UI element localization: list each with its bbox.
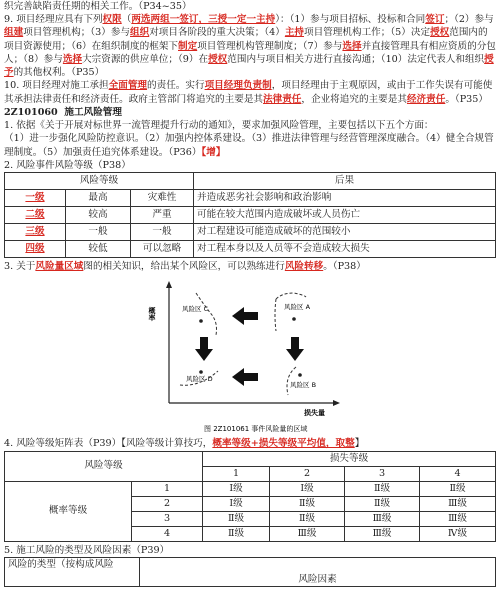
matrix-col-head: 4 — [420, 466, 496, 481]
impact-cell: 可以忽略 — [131, 241, 194, 258]
risk-type-table — [4, 557, 496, 587]
likelihood-cell: 较高 — [66, 207, 131, 224]
text: ，项目经理由于主观原因，或由于工作失误有可能使其承担法律责任和经济责任。政府主管部门将追究的主要是其 — [4, 80, 493, 105]
matrix-cell: Ⅱ级 — [203, 526, 270, 541]
text: 大宗资源的供应单位；（9）在 — [82, 53, 209, 65]
risk-matrix-table — [4, 451, 496, 542]
text: 图的相关知识，给出某个风险区，可以熟练进行 — [83, 261, 285, 273]
text: 3. 关于 — [4, 261, 36, 273]
matrix-head-loss: 损失等级 — [203, 451, 496, 466]
x-axis-arrow — [333, 400, 340, 406]
paragraph-9 — [4, 13, 496, 79]
matrix-cell: Ⅲ级 — [345, 511, 420, 526]
x-axis-label: 损失量 — [304, 409, 325, 418]
matrix-head-level: 风险等级 — [5, 451, 203, 481]
impact-cell: 一般 — [131, 224, 194, 241]
text: 并直接管理具有相应资质的分包人；（8）参与 — [4, 40, 496, 65]
keyword: 授权 — [208, 53, 228, 65]
arrow-a-to-c-icon — [232, 307, 258, 325]
text: （1）进一步强化风险防控意识。（2）加强内控体系建设。（3）推进法律管理与经营管理深度融合。（4）健全合规管理制度。（5）加强责任追究体系建设。（P36） — [4, 133, 494, 158]
keyword: 风险量区域 — [35, 261, 84, 273]
keyword: 选择 — [62, 53, 83, 65]
y-axis-arrow — [166, 281, 172, 288]
text: ）：（1）参与项目招标、投标和合同 — [275, 14, 426, 26]
table-row — [5, 190, 496, 207]
risk-level-cell: 二级 — [5, 207, 66, 224]
keyword: 主持 — [284, 27, 305, 39]
text: 的责任。实行 — [147, 80, 205, 92]
impact-cell: 严重 — [131, 207, 194, 224]
text: 项目管理机构工作；（5）决定 — [304, 27, 431, 39]
matrix-cell: Ⅰ级 — [270, 481, 345, 496]
zone-d-point — [199, 370, 203, 374]
text: 项目管理机构管理制度；（7）参与 — [197, 40, 343, 52]
result-cell: 对工程本身以及人员等不会造成较大损失 — [194, 241, 496, 258]
matrix-cell: Ⅱ级 — [345, 496, 420, 511]
text: 】 — [354, 438, 365, 450]
probability-cell: 3 — [132, 511, 203, 526]
new-tag: 【增】 — [201, 146, 226, 158]
matrix-cell: Ⅲ级 — [270, 526, 345, 541]
text: 范围内的项目资源使用；（6）在组织制度的框架下 — [4, 27, 488, 52]
text: 10. 项目经理对施工承担 — [4, 80, 109, 92]
text: 范围内与项目相关方进行直接沟通；（10）法定代表人和组织 — [227, 53, 485, 65]
likelihood-cell: 较低 — [66, 241, 131, 258]
keyword: 项目经理负责制 — [204, 80, 272, 92]
text: 对项目各阶段的重大决策；（4） — [149, 27, 285, 39]
keyword: 概率等级+损失等级平均值，取整 — [212, 438, 355, 450]
y-axis-label: 概率 — [148, 307, 156, 322]
section-heading — [4, 106, 496, 119]
probability-cell: 1 — [132, 481, 203, 496]
matrix-cell: Ⅱ级 — [203, 511, 270, 526]
keyword: 全面管理 — [108, 80, 148, 92]
header-result: 后果 — [194, 173, 496, 190]
keyword: 两选两组一签订，三授一定一主持 — [131, 14, 276, 26]
likelihood-cell: 一般 — [66, 224, 131, 241]
risk-zone-diagram — [4, 275, 496, 435]
section-code: 2Z101060 — [4, 106, 58, 118]
risk-level-cell: 一级 — [5, 190, 66, 207]
matrix-cell: Ⅲ级 — [420, 496, 496, 511]
zone-c-label: 风险区 C — [182, 305, 209, 314]
table-row — [5, 224, 496, 241]
risk-zone-svg — [4, 275, 496, 435]
text: 4. 风险等级矩阵表（P39）【风险等级计算技巧， — [4, 438, 213, 450]
matrix-header-row-1 — [5, 451, 496, 466]
zone-c-point — [199, 319, 203, 323]
keyword: 权限 — [102, 14, 122, 26]
risk-level-cell: 四级 — [5, 241, 66, 258]
matrix-cell: Ⅳ级 — [420, 526, 496, 541]
matrix-row-head: 概率等级 — [5, 481, 132, 541]
arrow-b-to-d-icon — [232, 368, 258, 386]
keyword: 签订 — [425, 14, 445, 26]
paragraph-10 — [4, 79, 496, 105]
item-5-title: 5. 施工风险的类型及风险因素（P39） — [4, 544, 170, 556]
text: 项目管理机构；（3）参与 — [23, 27, 131, 39]
keyword: 组建 — [4, 27, 24, 39]
probability-cell: 2 — [132, 496, 203, 511]
text: 。（P38） — [323, 261, 366, 273]
matrix-cell: Ⅰ级 — [203, 496, 270, 511]
text: 。（P35） — [445, 93, 488, 105]
matrix-col-head: 3 — [345, 466, 420, 481]
keyword: 制定 — [178, 40, 198, 52]
impact-cell: 灾难性 — [131, 190, 194, 207]
keyword: 授予 — [4, 53, 494, 79]
result-cell: 并造成恶劣社会影响和政治影响 — [194, 190, 496, 207]
matrix-col-head: 2 — [270, 466, 345, 481]
keyword: 选择 — [342, 40, 362, 52]
zone-c-boundary — [196, 293, 217, 335]
item-4 — [4, 437, 496, 450]
top-line: 织完善缺陷责任期的相关工作。（P34~35） — [4, 1, 192, 12]
matrix-col-head: 1 — [203, 466, 270, 481]
table-header-row — [5, 173, 496, 190]
zone-a-boundary-2 — [275, 299, 276, 331]
result-cell: 可能在较大范围内造成破坏或人员伤亡 — [194, 207, 496, 224]
matrix-cell: Ⅱ级 — [270, 496, 345, 511]
item-1-line-1: 1. 依据《关于开展对标世界一流管理提升行动的通知》，要求加强风险管理，主要包括以下五个方面： — [4, 120, 434, 132]
keyword: 经济责任 — [406, 93, 446, 105]
type-head-factor: 风险因素 — [140, 557, 496, 586]
text: （ — [121, 14, 132, 26]
matrix-cell: Ⅱ级 — [345, 481, 420, 496]
diagram-caption: 图 2Z101061 事件风险量的区域 — [204, 425, 308, 434]
risk-level-table — [4, 172, 496, 258]
table-row — [5, 207, 496, 224]
zone-a-point — [292, 317, 296, 321]
text: ，企业将追究的主要是其 — [301, 93, 407, 105]
text: 9. 项目经理应具有下列 — [4, 14, 103, 26]
zone-a-label: 风险区 A — [284, 303, 311, 312]
item-3 — [4, 260, 496, 273]
matrix-cell: Ⅰ级 — [203, 481, 270, 496]
likelihood-cell: 最高 — [66, 190, 131, 207]
header-risk-level: 风险等级 — [5, 173, 194, 190]
result-cell: 对工程建设可能造成破坏的范围较小 — [194, 224, 496, 241]
section-title: 施工风险管理 — [64, 106, 122, 118]
zone-b-label: 风险区 B — [290, 381, 317, 390]
risk-level-cell: 三级 — [5, 224, 66, 241]
zone-d-label: 风险区 D — [186, 375, 213, 384]
keyword: 法律责任 — [263, 93, 302, 105]
text: ；（2）参与 — [444, 14, 494, 26]
item-1-line-2 — [4, 132, 496, 158]
matrix-cell: Ⅱ级 — [270, 511, 345, 526]
table-row — [5, 241, 496, 258]
probability-cell: 4 — [132, 526, 203, 541]
zone-a-boundary — [276, 293, 306, 299]
item-2-title: 2. 风险事件风险等级（P38） — [4, 159, 131, 171]
matrix-cell: Ⅲ级 — [420, 511, 496, 526]
type-header-row — [5, 557, 496, 586]
keyword: 组织 — [130, 27, 150, 39]
type-head-type: 风险的类型（按构成风险 — [5, 557, 140, 586]
matrix-cell: Ⅲ级 — [345, 526, 420, 541]
arrow-c-to-d-icon — [195, 337, 213, 361]
matrix-row — [5, 481, 496, 496]
zone-b-point — [298, 373, 302, 377]
arrow-a-to-b-icon — [286, 337, 304, 361]
keyword: 风险转移 — [284, 261, 324, 273]
matrix-cell: Ⅱ级 — [420, 481, 496, 496]
keyword: 授权 — [430, 27, 450, 39]
text: 的其他权利。（P35） — [13, 67, 105, 79]
